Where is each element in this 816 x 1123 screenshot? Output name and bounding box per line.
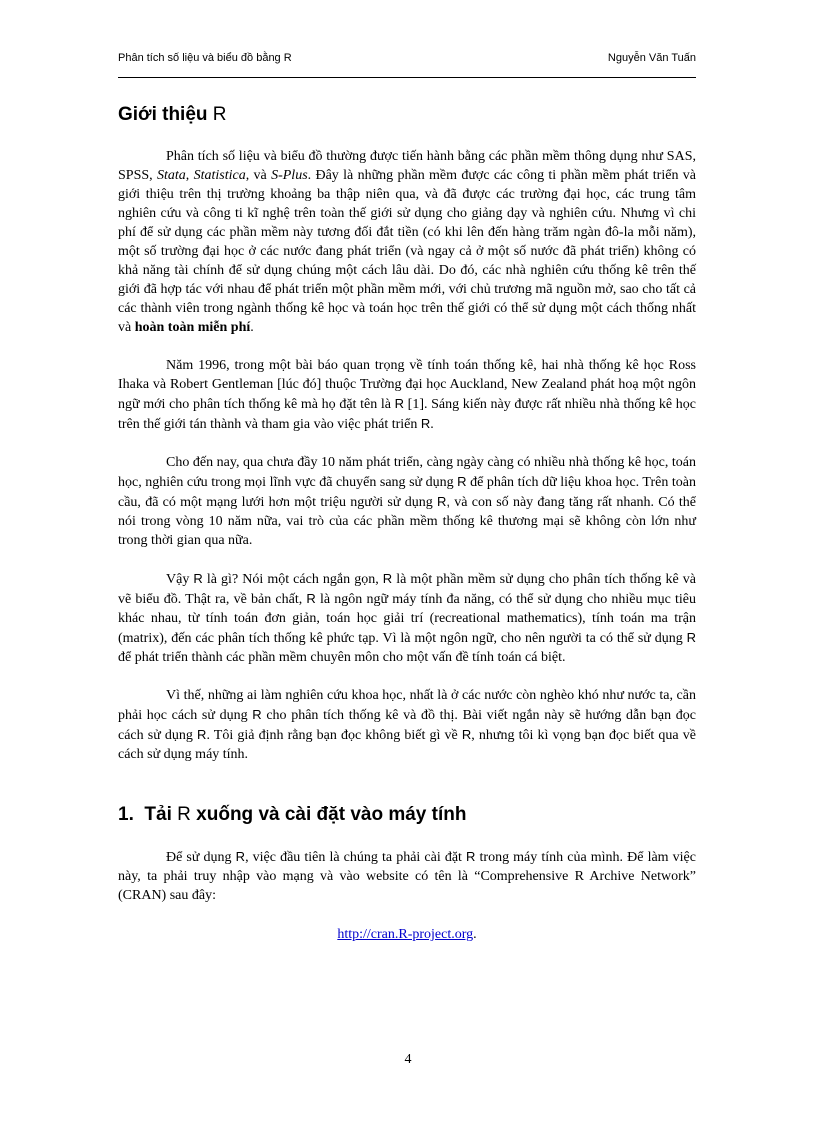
r-term: R — [686, 630, 696, 645]
text-run: Năm 1996, trong một bài báo quan trọng về tính toán thống kê, hai nhà thống kê học Ross Ihaka và Robert Gentleman [lúc đó] thuộc Trường đại học Auckland, New Zealand phát hoạ một ngôn ngữ mới cho phân tích thống kê mà họ đặt tên là — [118, 358, 696, 412]
text-run: S-Plus — [271, 168, 308, 183]
intro-paragraph-3 — [118, 453, 696, 550]
page-number: 4 — [404, 1052, 412, 1067]
text-run: . — [430, 417, 434, 432]
text-run: , nhưng tôi kì vọng bạn đọc biết qua về cách sử dụng máy tính. — [118, 728, 696, 762]
text-run: trong máy tính của mình. Để làm việc này, ta phải truy nhập vào mạng và vào website có tên là “Comprehensive R Archive Network” (CRAN) sau đây: — [118, 850, 696, 903]
text-run: là ngôn ngữ máy tính đa năng, có thể sử dụng cho nhiều mục tiêu khác nhau, từ tính toán đơn giản, toán học giải trí (recreational mathematics), tính toán ma trận (matrix), đến các phân tích thống kê phức tạp. Vì là một ngôn ngữ, cho nên người ta có thể sử dụng — [118, 592, 696, 646]
header-doc-title: Phân tích số liệu và biểu đồ bằng R — [118, 52, 292, 64]
text-run: để phân tích dữ liệu khoa học. Trên toàn cầu, đã có một mạng lưới hơn một triệu người sử dụng — [118, 475, 696, 510]
text-run: . Tôi giả định rằng bạn đọc không biết gì về — [206, 728, 462, 743]
cran-link[interactable]: http://cran.R-project.org — [337, 927, 474, 942]
heading-r: R — [177, 804, 191, 825]
intro-heading — [118, 102, 696, 128]
text-run: Phân tích số liệu và biểu đồ thường được tiến hành bằng các phần mềm thông dụng như SAS, SPSS, — [118, 149, 696, 183]
text-run: là một phần mềm sử dụng cho phân tích thống kê và vẽ biểu đồ. Thật ra, về bản chất, — [118, 572, 696, 607]
r-term: R — [394, 396, 404, 411]
section-1-heading — [118, 802, 696, 828]
section-1-paragraph-1 — [118, 847, 696, 905]
text-run: [1]. Sáng kiến này được rất nhiều nhà thống kê học trên thế giới tán thành và tham gia vào việc phát triển — [118, 397, 696, 432]
text-run: cho phân tích thống kê và đồ thị. Bài viết ngắn này sẽ hướng dẫn bạn đọc cách sử dụng — [118, 708, 696, 743]
page-content — [118, 102, 696, 944]
text-run: Cho đến nay, qua chưa đầy 10 năm phát triển, càng ngày càng có nhiều nhà thống kê học, toán học, nghiên cứu trong mọi lĩnh vực đã chuyển sang sử dụng — [118, 455, 696, 490]
r-term: R — [466, 849, 476, 864]
intro-paragraph-5 — [118, 686, 696, 764]
r-term: R, — [437, 494, 450, 509]
header-author: Nguyễn Văn Tuấn — [607, 52, 696, 64]
intro-paragraph-1 — [118, 147, 696, 337]
r-term: R — [306, 591, 316, 606]
text-run: Vì thế, những ai làm nghiên cứu khoa học, nhất là ở các nước còn nghèo khó như nước ta, cần phải học cách sử dụng — [118, 688, 696, 723]
intro-paragraph-4 — [118, 569, 696, 667]
r-term: R — [193, 571, 203, 586]
r-term: R — [461, 727, 472, 742]
text-run: Để sử dụng — [166, 850, 236, 865]
text-run: . Đây là những phần mềm được các công ti phần mềm phát triển và giới thiệu trên thị trường khoảng ba thập niên qua, và đã được các trường đại học, các trung tâm nghiên cứu và công ti kĩ nghệ trên toàn thế giới sử dụng cho giảng dạy và nghiên cứu. Nhưng vì chi phí để sử dụng các phần mềm này tương đối đắt tiền (có khi lên đến hàng trăm ngàn đô-la mỗi năm), một số trường đại học ở các nước đang phát triển (và ngay cả ở một số nước đã phát triển) không có khả năng tài chính để sử dụng chúng một cách lâu dài. Do đó, các nhà nghiên cứu thống kê trên thế giới đã hợp tác với nhau để phát triển một phần mềm mới, với chủ trương mã nguồn mở, sao cho tất cả các thành viên trong ngành thống kê học và toán học trên thế giới có thể sử dụng một cách thống nhất và — [118, 168, 696, 335]
text-run: , và — [245, 168, 272, 183]
heading-text: Tải — [144, 804, 172, 825]
r-term: R — [457, 474, 467, 489]
header-rule — [118, 77, 696, 78]
intro-heading-text: Giới thiệu — [118, 104, 208, 125]
text-run: Vậy — [166, 572, 194, 587]
text-run: để phát triển thành các phần mềm chuyên môn cho một vấn đề tính toán cá biệt. — [118, 650, 566, 665]
r-term: R — [382, 571, 393, 586]
text-run: là gì? Nói một cách ngắn gọn, — [202, 572, 383, 587]
text-run: . — [250, 320, 254, 335]
text-run: Stata — [156, 168, 186, 183]
text-run-bold: hoàn toàn miễn phí — [134, 320, 251, 335]
intro-heading-r: R — [212, 104, 227, 125]
page-header — [118, 52, 696, 66]
text-run: Statistica — [193, 168, 246, 183]
text-run: . — [473, 927, 477, 942]
cran-url-line — [118, 925, 696, 944]
text-run: , — [185, 168, 194, 183]
r-term: R — [252, 707, 262, 722]
intro-paragraph-2 — [118, 356, 696, 434]
r-term: R — [197, 727, 207, 742]
text-run: và con số này đang tăng rất nhanh. Có thể nói trong vòng 10 năm nữa, vai trò của các phần mềm thống kê thương mại sẽ không còn lớn như trong thời gian qua nữa. — [118, 495, 697, 548]
r-term: R — [420, 416, 431, 431]
text-run: , việc đầu tiên là chúng ta phải cài đặt — [245, 850, 467, 865]
section-number: 1. — [118, 804, 134, 825]
r-term: R — [235, 849, 246, 864]
heading-text: xuống và cài đặt vào máy tính — [196, 804, 467, 825]
